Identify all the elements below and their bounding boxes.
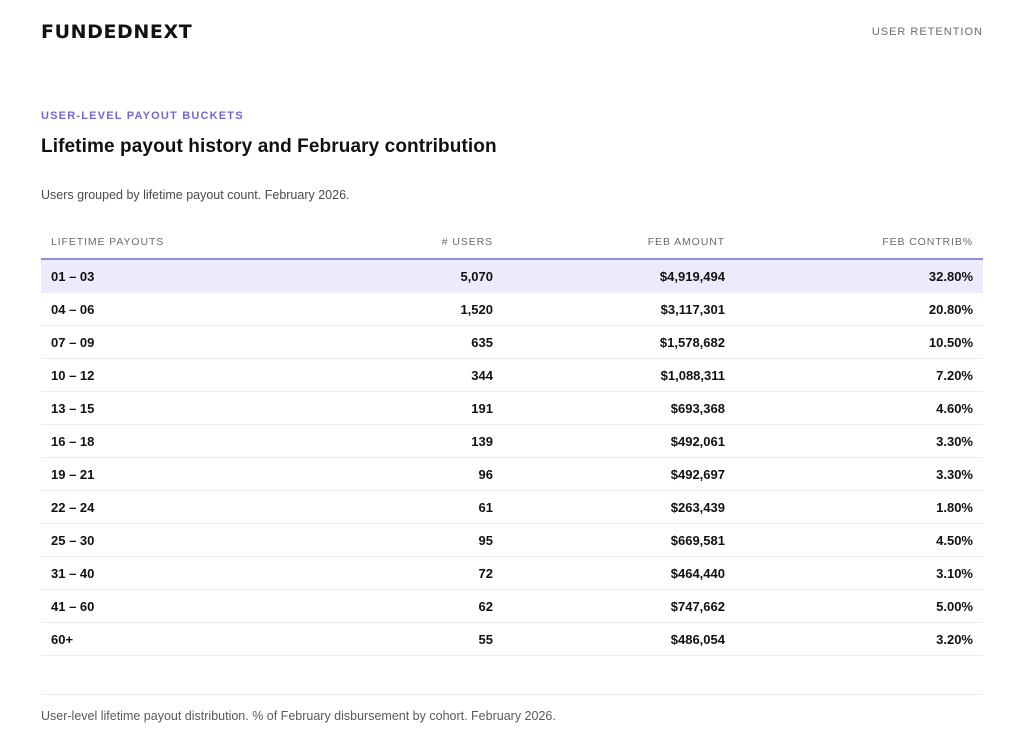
table-row: [41, 359, 983, 392]
cell-users: 72: [341, 557, 503, 590]
cell-users: 61: [341, 491, 503, 524]
cell-amount: $693,368: [503, 392, 735, 425]
cell-users: 96: [341, 458, 503, 491]
table-row: [41, 623, 983, 656]
cell-contrib: 7.20%: [735, 359, 983, 392]
cell-amount: $492,697: [503, 458, 735, 491]
table-header-row: [41, 226, 983, 259]
table-row: [41, 557, 983, 590]
cell-amount: $464,440: [503, 557, 735, 590]
column-header-lifetime-payouts: LIFETIME PAYOUTS: [41, 226, 341, 259]
cell-bucket: 04 – 06: [41, 293, 341, 326]
cell-amount: $3,117,301: [503, 293, 735, 326]
cell-contrib: 3.20%: [735, 623, 983, 656]
report-page: [41, 0, 983, 734]
cell-contrib: 1.80%: [735, 491, 983, 524]
cell-contrib: 3.10%: [735, 557, 983, 590]
cell-contrib: 3.30%: [735, 458, 983, 491]
cell-contrib: 5.00%: [735, 590, 983, 623]
cell-amount: $492,061: [503, 425, 735, 458]
cell-bucket: 41 – 60: [41, 590, 341, 623]
table-row: [41, 425, 983, 458]
table-row: [41, 524, 983, 557]
cell-amount: $747,662: [503, 590, 735, 623]
table-row: [41, 491, 983, 524]
cell-bucket: 31 – 40: [41, 557, 341, 590]
cell-amount: $4,919,494: [503, 259, 735, 293]
cell-users: 62: [341, 590, 503, 623]
cell-bucket: 01 – 03: [41, 259, 341, 293]
column-header-feb-amount: FEB AMOUNT: [503, 226, 735, 259]
table-row: [41, 293, 983, 326]
table-row: [41, 326, 983, 359]
section-subtitle: Users grouped by lifetime payout count. February 2026.: [41, 188, 350, 202]
cell-contrib: 4.60%: [735, 392, 983, 425]
cell-users: 55: [341, 623, 503, 656]
cell-bucket: 10 – 12: [41, 359, 341, 392]
cell-bucket: 13 – 15: [41, 392, 341, 425]
column-header-feb-contrib: FEB CONTRIB%: [735, 226, 983, 259]
cell-users: 191: [341, 392, 503, 425]
cell-contrib: 4.50%: [735, 524, 983, 557]
cell-bucket: 25 – 30: [41, 524, 341, 557]
cell-contrib: 32.80%: [735, 259, 983, 293]
page-header: [41, 20, 983, 44]
table-row: [41, 590, 983, 623]
cell-bucket: 16 – 18: [41, 425, 341, 458]
footer-divider: [41, 694, 983, 695]
footer-note: User-level lifetime payout distribution. % of February disbursement by cohort. February 2026.: [41, 709, 556, 723]
cell-amount: $1,088,311: [503, 359, 735, 392]
cell-bucket: 07 – 09: [41, 326, 341, 359]
cell-bucket: 22 – 24: [41, 491, 341, 524]
cell-users: 139: [341, 425, 503, 458]
column-header-users: # USERS: [341, 226, 503, 259]
table-row: [41, 392, 983, 425]
cell-users: 1,520: [341, 293, 503, 326]
cell-users: 5,070: [341, 259, 503, 293]
table-row: [41, 458, 983, 491]
cell-bucket: 60+: [41, 623, 341, 656]
table-row: [41, 259, 983, 293]
cell-users: 635: [341, 326, 503, 359]
page-label: USER RETENTION: [871, 26, 983, 38]
section-title: Lifetime payout history and February contribution: [41, 136, 497, 157]
payout-buckets-table: [41, 226, 983, 656]
cell-users: 95: [341, 524, 503, 557]
cell-amount: $1,578,682: [503, 326, 735, 359]
cell-amount: $669,581: [503, 524, 735, 557]
cell-amount: $263,439: [503, 491, 735, 524]
cell-contrib: 20.80%: [735, 293, 983, 326]
cell-contrib: 10.50%: [735, 326, 983, 359]
cell-contrib: 3.30%: [735, 425, 983, 458]
section-eyebrow: USER-LEVEL PAYOUT BUCKETS: [41, 110, 244, 122]
cell-users: 344: [341, 359, 503, 392]
cell-amount: $486,054: [503, 623, 735, 656]
cell-bucket: 19 – 21: [41, 458, 341, 491]
brand-logo: FUNDEDNEXT: [41, 21, 193, 43]
